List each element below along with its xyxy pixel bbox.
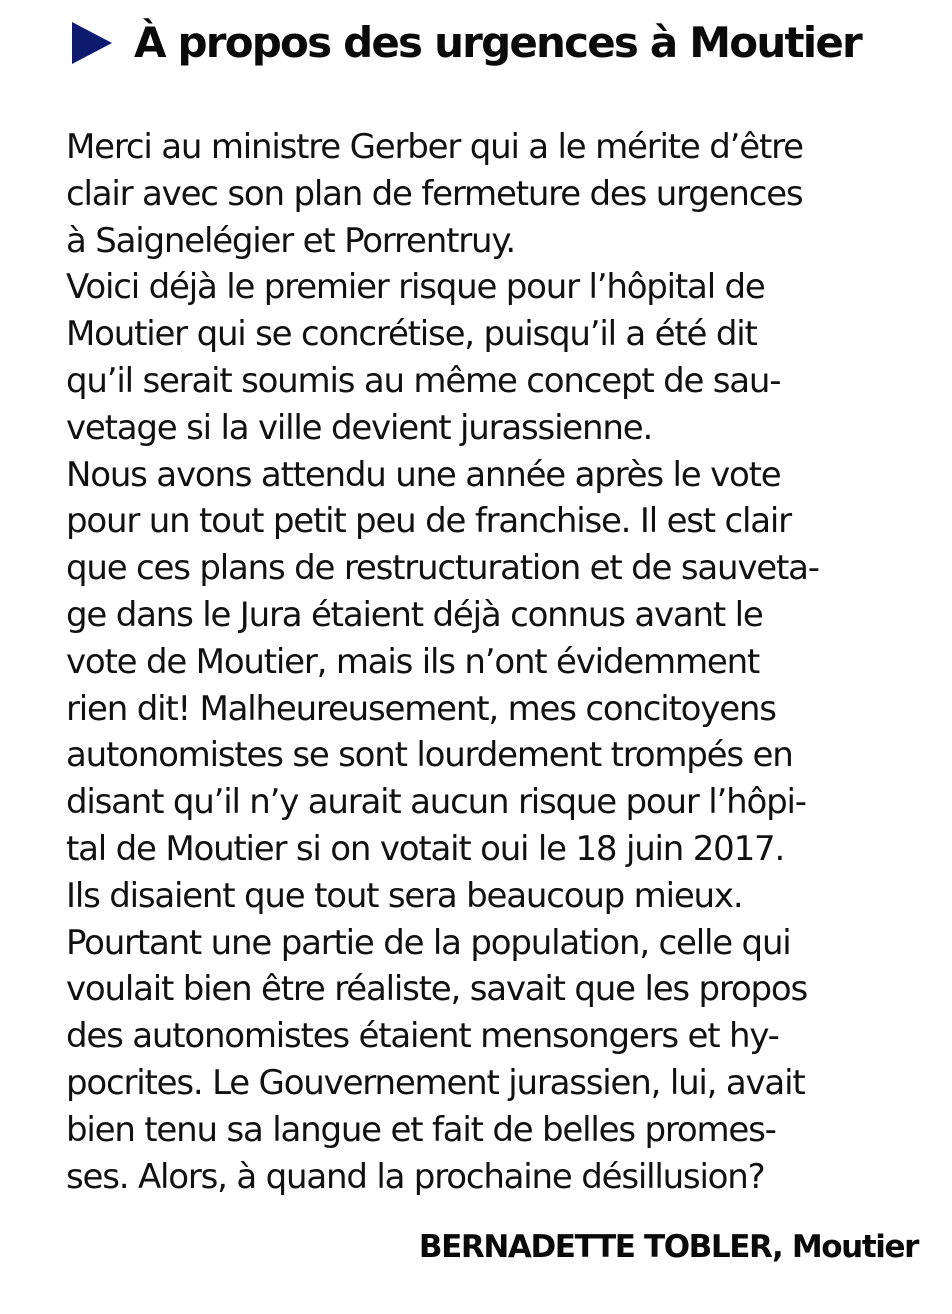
body-line: Pourtant une partie de la population, celle qui	[66, 922, 791, 963]
body-line: ge dans le Jura étaient déjà connus avant le	[66, 594, 763, 635]
page-title: À propos des urgences à Moutier	[134, 18, 861, 67]
author-signature: BERNADETTE TOBLER, Moutier	[418, 1229, 918, 1265]
body-line: voulait bien être réaliste, savait que les propos	[66, 969, 808, 1010]
body-line: vetage si la ville devient jurassienne.	[66, 407, 653, 448]
body-line: rien dit! Malheureusement, mes concitoyens	[66, 688, 776, 729]
body-line: pour un tout petit peu de franchise. Il est clair	[66, 501, 791, 542]
body-line: à Saignelégier et Porrentruy.	[66, 220, 516, 261]
body-line: autonomistes se sont lourdement trompés en	[66, 735, 793, 776]
body-line: tal de Moutier si on votait oui le 18 juin 2017.	[66, 828, 785, 869]
body-line: bien tenu sa langue et fait de belles promes-	[66, 1109, 776, 1150]
body-line: Voici déjà le premier risque pour l’hôpital de	[66, 267, 765, 308]
body-line: Ils disaient que tout sera beaucoup mieux.	[66, 875, 743, 916]
body-line: Moutier qui se concrétise, puisqu’il a été dit	[66, 314, 757, 355]
body-line: Nous avons attendu une année après le vote	[66, 454, 781, 495]
body-line: ses. Alors, à quand la prochaine désillusion?	[66, 1156, 765, 1197]
body-line: pocrites. Le Gouvernement jurassien, lui, avait	[66, 1062, 805, 1103]
body-line: vote de Moutier, mais ils n’ont évidemment	[66, 641, 760, 682]
body-line: que ces plans de restructuration et de sauveta-	[66, 548, 819, 589]
body-line: disant qu’il n’y aurait aucun risque pour l’hôpi-	[66, 782, 806, 823]
letter-body	[66, 124, 926, 1200]
body-line: Merci au ministre Gerber qui a le mérite d’être	[66, 127, 803, 167]
body-line: clair avec son plan de fermeture des urgences	[66, 173, 803, 214]
body-line: qu’il serait soumis au même concept de sau-	[66, 360, 781, 401]
headline-row	[72, 10, 932, 76]
triangle-bullet-icon	[72, 22, 112, 64]
body-line: des autonomistes étaient mensongers et hy-	[66, 1016, 779, 1057]
